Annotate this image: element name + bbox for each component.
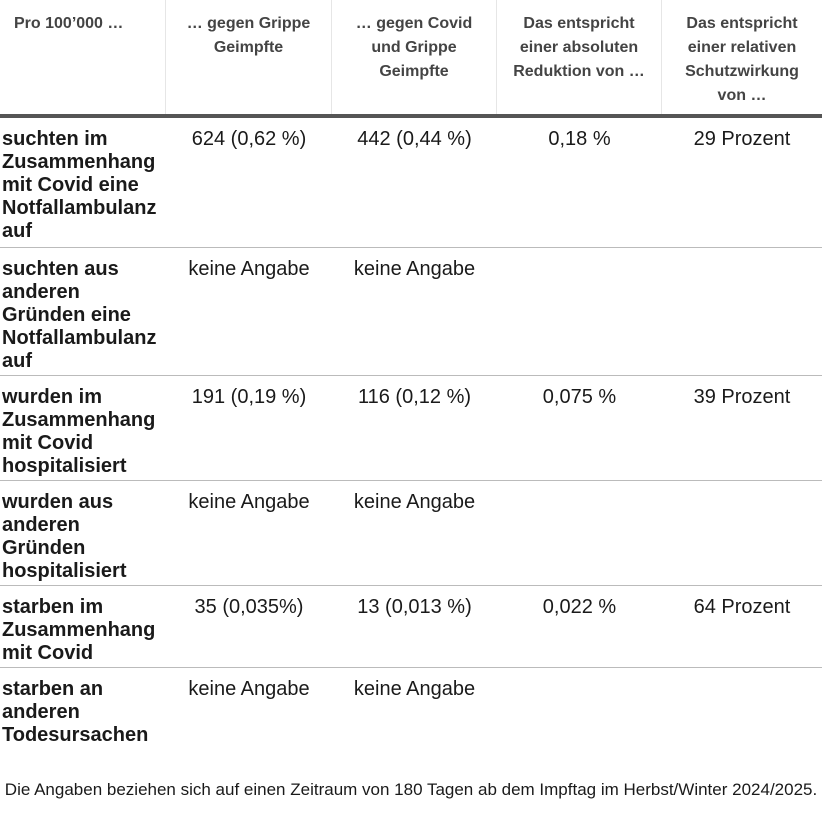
row-label: wurden im Zusammenhang mit Covid hospitalisiert [2,386,156,477]
table-row [0,481,822,586]
cell-absolute: 0,022 % [542,596,617,618]
row-label: starben an anderen Todesursachen [2,678,149,746]
cell-flu: keine Angabe [188,678,310,700]
footnote: Die Angaben beziehen sich auf einen Zeitraum von 180 Tagen ab dem Impftag im Herbst/Winter 2024/2025. [4,780,818,799]
header-flu-vaccinated: … gegen Grippe Geimpfte [166,0,332,114]
table-row [0,668,822,750]
cell-covid-flu: 116 (0,12 %) [357,386,472,408]
cell-relative: 39 Prozent [693,386,791,408]
cell-covid-flu: 442 (0,44 %) [357,128,472,150]
row-label: wurden aus anderen Gründen hospitalisiert [2,491,127,582]
cell-absolute [497,668,662,750]
header-relative-protection: Das entspricht einer relativen Schutzwirkung von … [685,15,799,104]
header-absolute-reduction: Das entspricht einer absoluten Reduktion von … [497,0,662,114]
table-row [0,248,822,376]
cell-relative [662,668,822,750]
cell-flu: 191 (0,19 %) [191,386,307,408]
cell-relative [662,481,822,585]
cell-covid-flu: keine Angabe [353,491,476,513]
cell-covid-flu: keine Angabe [353,678,476,700]
table-header [0,0,822,118]
row-label: suchten aus anderen Gründen eine Notfallambulanz auf [2,258,157,372]
row-label: starben im Zusammenhang mit Covid [2,596,156,664]
cell-flu: 624 (0,62 %) [191,128,307,150]
table-row [0,376,822,481]
cell-relative: 64 Prozent [693,596,791,618]
cell-relative: 29 Prozent [693,128,791,150]
cell-absolute [497,248,662,375]
cell-covid-flu: 13 (0,013 %) [357,596,472,618]
header-covid-flu-vaccinated: … gegen Covid und Grippe Geimpfte [332,0,497,114]
table-row [0,118,822,248]
cell-absolute: 0,075 % [542,386,617,408]
cell-absolute: 0,18 % [548,128,611,150]
cell-relative [662,248,822,375]
row-label: suchten im Zusammenhang mit Covid eine Notfallambulanz auf [2,128,157,242]
cell-covid-flu: keine Angabe [353,258,476,280]
table-row [0,586,822,668]
cell-flu: keine Angabe [188,491,310,513]
cell-absolute [497,481,662,585]
cell-flu: 35 (0,035%) [194,596,304,618]
header-per-100000: Pro 100’000 … [0,0,166,114]
cell-flu: keine Angabe [188,258,310,280]
